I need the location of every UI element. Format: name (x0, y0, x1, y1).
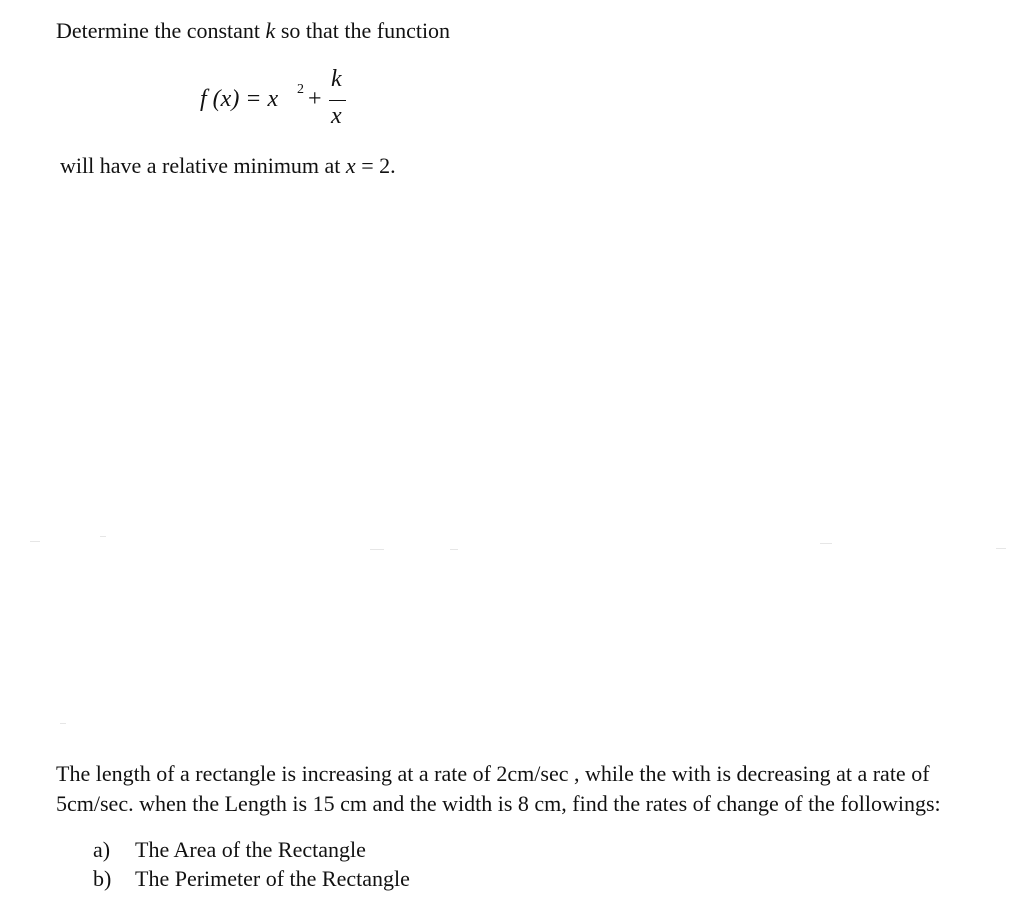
formula-lhs: f (x) = x (200, 86, 279, 112)
scan-artifact (820, 543, 832, 544)
scan-artifact (370, 549, 384, 550)
scan-artifact (450, 549, 458, 550)
scan-artifact (60, 723, 66, 724)
scan-artifact (996, 548, 1006, 549)
problem1-outro (60, 154, 396, 178)
problem1-outro-post: = 2. (355, 153, 396, 178)
problem2-line2: 5cm/sec. when the Length is 15 cm and the width is 8 cm, find the rates of change of the followings: (56, 791, 941, 816)
list-item-text: The Area of the Rectangle (135, 837, 366, 862)
list-item (93, 867, 410, 891)
scan-artifact (30, 541, 40, 542)
list-marker: b) (93, 866, 112, 891)
fraction-bar (329, 100, 346, 101)
problem1-outro-pre: will have a relative minimum at (60, 153, 346, 178)
scan-artifact (100, 536, 106, 537)
problem1-intro-var: k (265, 18, 276, 43)
list-item-text: The Perimeter of the Rectangle (135, 866, 410, 891)
formula-numerator: k (331, 66, 342, 92)
problem1-intro-post: so that the function (275, 18, 451, 43)
formula-plus: + (308, 86, 322, 112)
formula-denominator: x (331, 103, 342, 129)
problem1-outro-var: x (345, 153, 356, 178)
problem1-intro-pre: Determine the constant (56, 18, 266, 43)
problem2-line1: The length of a rectangle is increasing at a rate of 2cm/sec , while the with is decreasing at a rate of (56, 761, 930, 786)
list-item (93, 838, 366, 862)
list-marker: a) (93, 837, 111, 862)
function-formula (200, 66, 400, 136)
problem1-intro (56, 19, 450, 43)
formula-exponent: 2 (297, 82, 304, 97)
